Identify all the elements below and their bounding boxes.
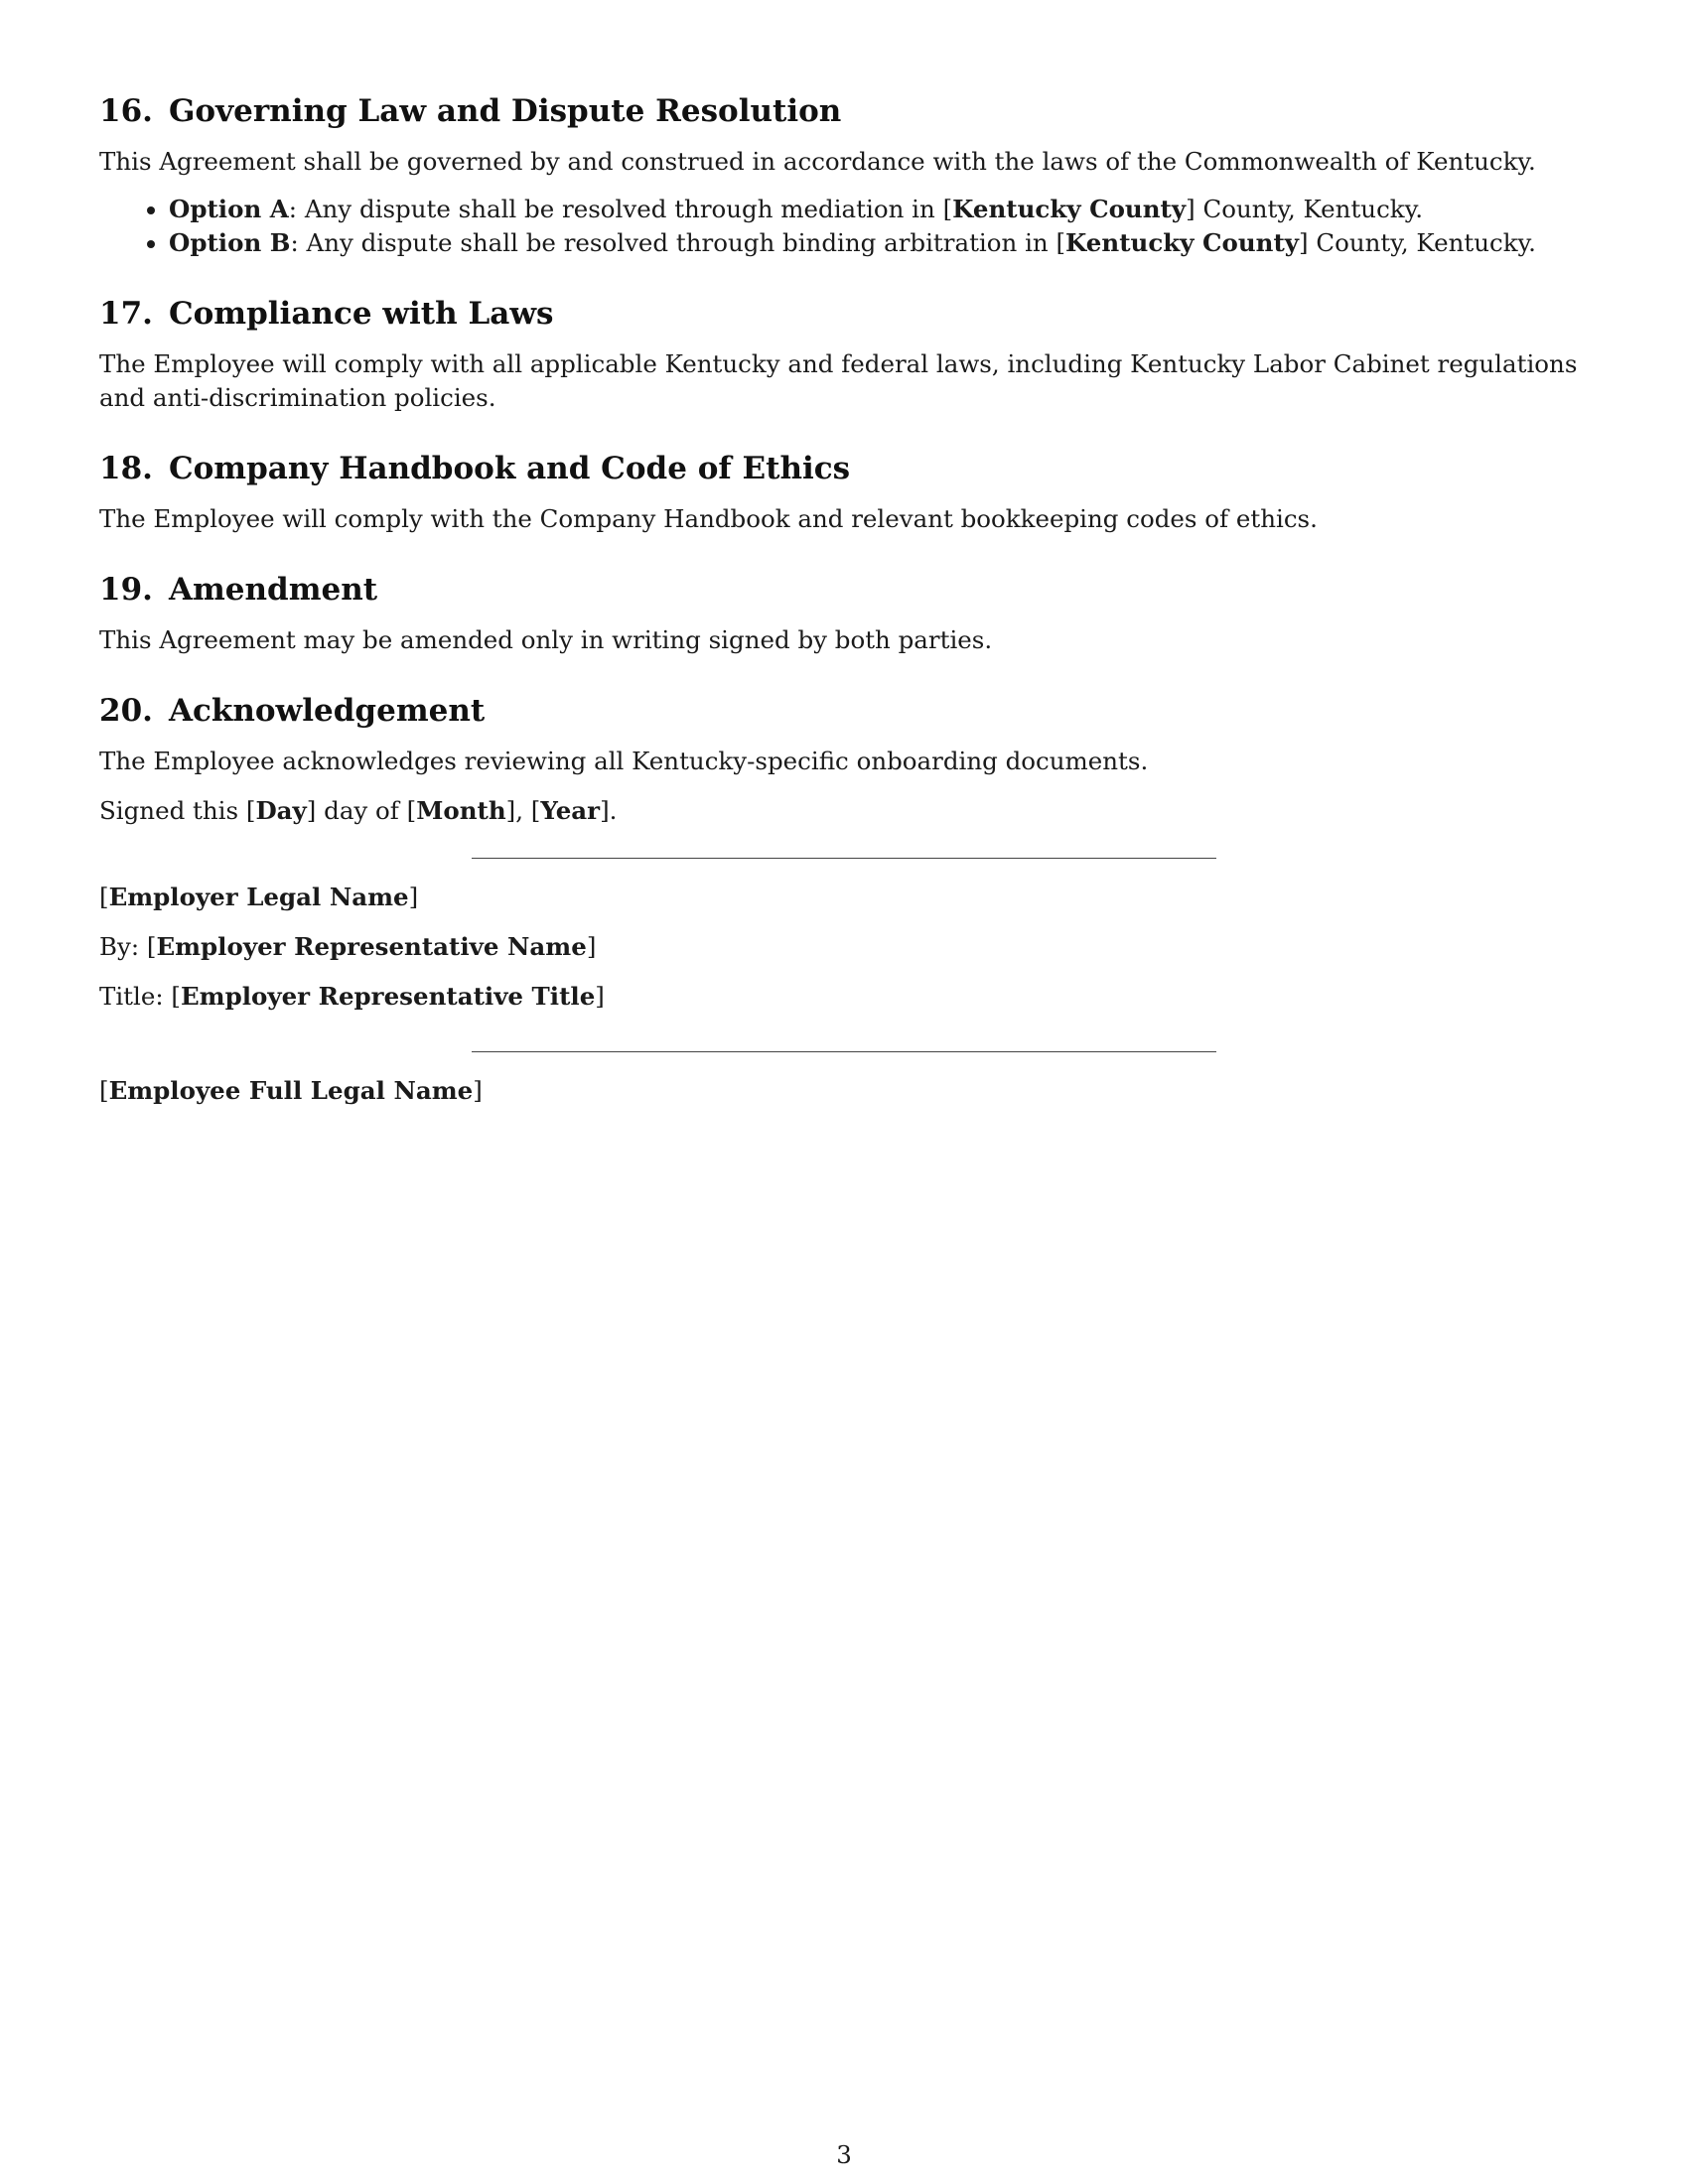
list-item-option-a [169, 193, 1589, 226]
bracket: ] [408, 883, 419, 911]
section-title: Governing Law and Dispute Resolution [168, 93, 842, 129]
section-title: Amendment [168, 572, 378, 608]
option-label: Option A [169, 195, 289, 223]
bracket: ] [473, 1076, 483, 1105]
section-number: 17. [99, 296, 153, 332]
section-number: 19. [99, 572, 153, 608]
section-18 [99, 449, 1589, 536]
bracket: [ [146, 932, 157, 961]
section-number: 16. [99, 93, 153, 129]
section-heading [99, 294, 1589, 334]
section-body: The Employee acknowledges reviewing all Kentucky-specific onboarding documents. [99, 747, 1149, 775]
option-label: Option B [169, 228, 291, 257]
employer-by-line [99, 930, 1589, 964]
bracket: [ [99, 1076, 109, 1105]
signed-mid: ] day of [ [306, 796, 417, 825]
section-20 [99, 691, 1589, 828]
section-title: Acknowledgement [168, 693, 486, 729]
document-page [99, 91, 1589, 1124]
employee-signature-block [99, 1051, 1589, 1108]
section-body: This Agreement may be amended only in writing signed by both parties. [99, 625, 993, 654]
employer-signature-block [99, 858, 1589, 1014]
placeholder-employer-rep-name: Employer Representative Name [156, 932, 587, 961]
signed-mid: ], [ [505, 796, 541, 825]
bracket: ] [586, 932, 597, 961]
placeholder-employer-rep-title: Employer Representative Title [180, 982, 596, 1011]
employee-signature-line[interactable] [472, 1051, 1216, 1052]
options-list [99, 193, 1589, 260]
placeholder-county: Kentucky County [1065, 228, 1300, 257]
list-item-option-b [169, 226, 1589, 260]
placeholder-employer-legal-name: Employer Legal Name [108, 883, 409, 911]
section-title: Company Handbook and Code of Ethics [168, 451, 851, 486]
section-title: Compliance with Laws [168, 296, 554, 332]
section-heading [99, 449, 1589, 488]
section-19 [99, 570, 1589, 657]
section-heading [99, 691, 1589, 731]
section-17 [99, 294, 1589, 415]
option-text: : Any dispute shall be resolved through binding arbitration in [ [290, 228, 1066, 257]
placeholder-county: Kentucky County [952, 195, 1187, 223]
section-number: 18. [99, 451, 153, 486]
bracket: [ [171, 982, 181, 1011]
employer-signature-line[interactable] [472, 858, 1216, 859]
option-text-end: ] County, Kentucky. [1186, 195, 1424, 223]
title-label: Title: [99, 982, 172, 1011]
employee-legal-name-line [99, 1074, 1589, 1108]
by-label: By: [99, 932, 147, 961]
page-number: 3 [836, 2140, 852, 2169]
section-heading [99, 91, 1589, 131]
option-text: : Any dispute shall be resolved through mediation in [ [288, 195, 953, 223]
placeholder-day: Day [255, 796, 307, 825]
signed-date-line [99, 794, 1589, 828]
placeholder-employee-legal-name: Employee Full Legal Name [108, 1076, 474, 1105]
option-text-end: ] County, Kentucky. [1299, 228, 1536, 257]
section-body: The Employee will comply with the Company Handbook and relevant bookkeeping codes of ethics. [99, 504, 1318, 533]
employer-title-line [99, 980, 1589, 1014]
section-number: 20. [99, 693, 153, 729]
bracket: ] [595, 982, 605, 1011]
section-body: The Employee will comply with all applicable Kentucky and federal laws, including Kentucky Labor Cabinet regulations and anti-discrimination policies. [99, 349, 1578, 412]
employer-legal-name-line [99, 881, 1589, 914]
signed-suffix: ]. [600, 796, 618, 825]
section-body: This Agreement shall be governed by and construed in accordance with the laws of the Commonwealth of Kentucky. [99, 147, 1536, 176]
section-heading [99, 570, 1589, 610]
placeholder-month: Month [416, 796, 506, 825]
bracket: [ [99, 883, 109, 911]
signed-prefix: Signed this [ [99, 796, 256, 825]
section-16 [99, 91, 1589, 260]
placeholder-year: Year [540, 796, 601, 825]
